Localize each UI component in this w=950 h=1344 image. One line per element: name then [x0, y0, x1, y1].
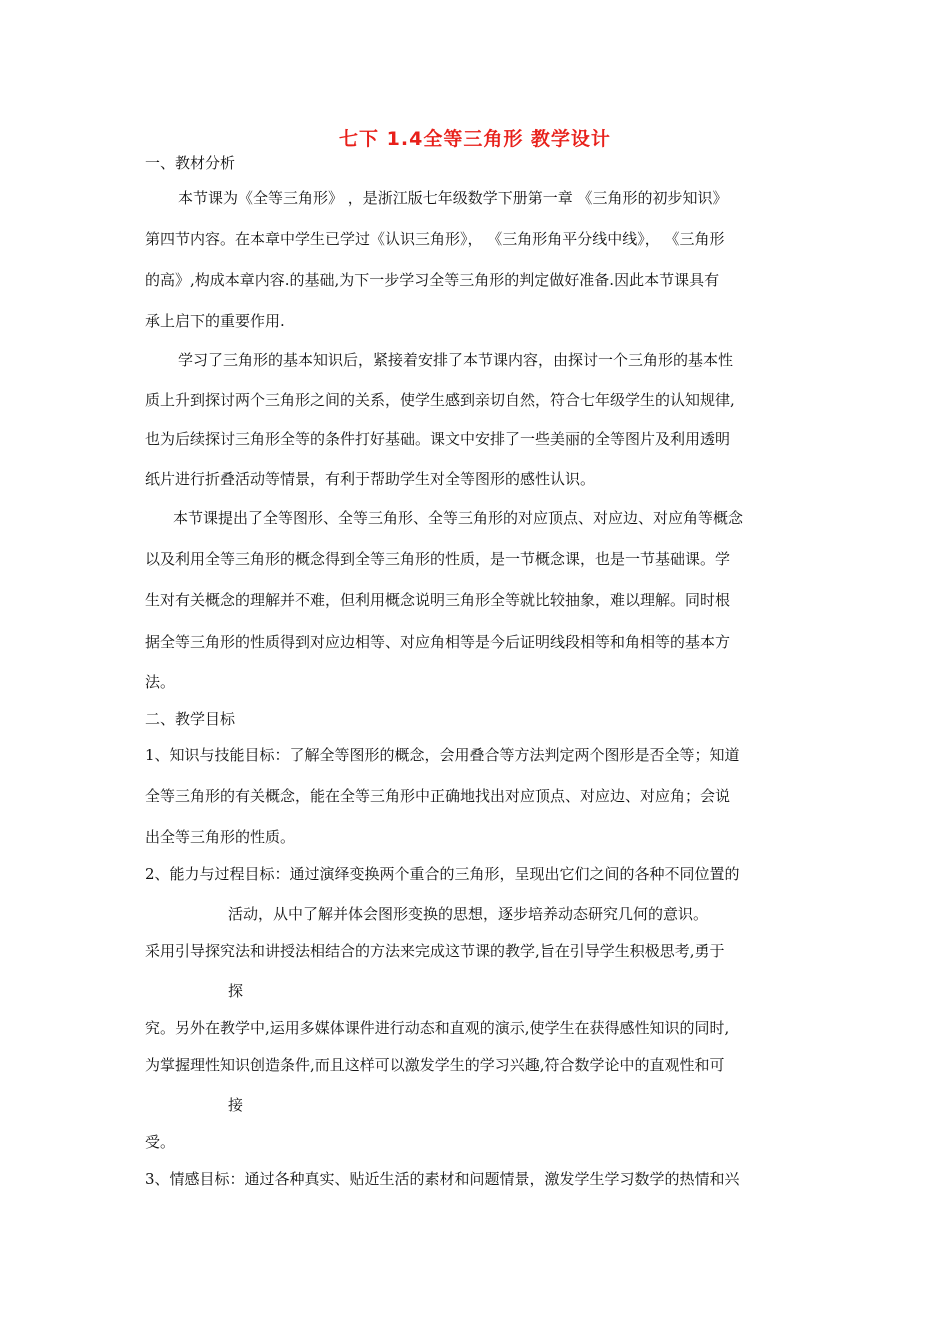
paragraph-line: 也为后续探讨三角形全等的条件打好基础。课文中安排了一些美丽的全等图片及利用透明 [145, 430, 731, 448]
goal-line: 1、知识与技能目标：了解全等图形的概念，会用叠合等方法判定两个图形是否全等；知道 [145, 746, 740, 764]
goal-line: 探 [228, 982, 244, 1000]
goal-line: 3、情感目标：通过各种真实、贴近生活的素材和问题情景，激发学生学习数学的热情和兴 [145, 1170, 740, 1188]
goal-line: 活动，从中了解并体会图形变换的思想，逐步培养动态研究几何的意识。 [228, 905, 709, 923]
paragraph-line: 纸片进行折叠活动等情景，有利于帮助学生对全等图形的感性认识。 [145, 470, 596, 488]
paragraph-line: 第四节内容。在本章中学生已学过《认识三角形》， 《三角形角平分线中线》， 《三角形 [145, 230, 725, 248]
goal-line: 接 [228, 1096, 244, 1114]
paragraph-line: 承上启下的重要作用. [145, 312, 285, 330]
paragraph-line: 的高》,构成本章内容.的基础,为下一步学习全等三角形的判定做好准备.因此本节课具有 [145, 271, 720, 289]
goal-line: 为掌握理性知识创造条件,而且这样可以激发学生的学习兴趣,符合数学论中的直观性和可 [145, 1056, 725, 1074]
section-heading-analysis: 一、教材分析 [145, 154, 236, 172]
section-heading-goals: 二、教学目标 [145, 710, 236, 728]
goal-line: 究。另外在教学中,运用多媒体课件进行动态和直观的演示,使学生在获得感性知识的同时, [145, 1019, 730, 1037]
paragraph-line: 生对有关概念的理解并不难，但利用概念说明三角形全等就比较抽象，难以理解。同时根 [145, 591, 731, 609]
paragraph-line: 本节课提出了全等图形、全等三角形、全等三角形的对应顶点、对应边、对应角等概念 [173, 509, 744, 527]
paragraph-line: 质上升到探讨两个三角形之间的关系，使学生感到亲切自然，符合七年级学生的认知规律, [145, 391, 735, 409]
paragraph-line: 本节课为《全等三角形》 ，是浙江版七年级数学下册第一章 《三角形的初步知识》 [178, 189, 728, 207]
goal-line: 受。 [145, 1133, 176, 1151]
paragraph-line: 据全等三角形的性质得到对应边相等、对应角相等是今后证明线段相等和角相等的基本方 [145, 633, 731, 651]
document-title: 七下 1.4全等三角形 教学设计 [339, 128, 611, 150]
paragraph-line: 学习了三角形的基本知识后，紧接着安排了本节课内容，由探讨一个三角形的基本性 [178, 351, 734, 369]
goal-line: 全等三角形的有关概念，能在全等三角形中正确地找出对应顶点、对应边、对应角；会说 [145, 787, 731, 805]
goal-line: 采用引导探究法和讲授法相结合的方法来完成这节课的教学,旨在引导学生积极思考,勇于 [145, 942, 725, 960]
paragraph-line: 法。 [145, 673, 176, 691]
paragraph-line: 以及利用全等三角形的概念得到全等三角形的性质，是一节概念课，也是一节基础课。学 [145, 550, 731, 568]
goal-line: 出全等三角形的性质。 [145, 828, 296, 846]
goal-line: 2、能力与过程目标：通过演绎变换两个重合的三角形，呈现出它们之间的各种不同位置的 [145, 865, 740, 883]
